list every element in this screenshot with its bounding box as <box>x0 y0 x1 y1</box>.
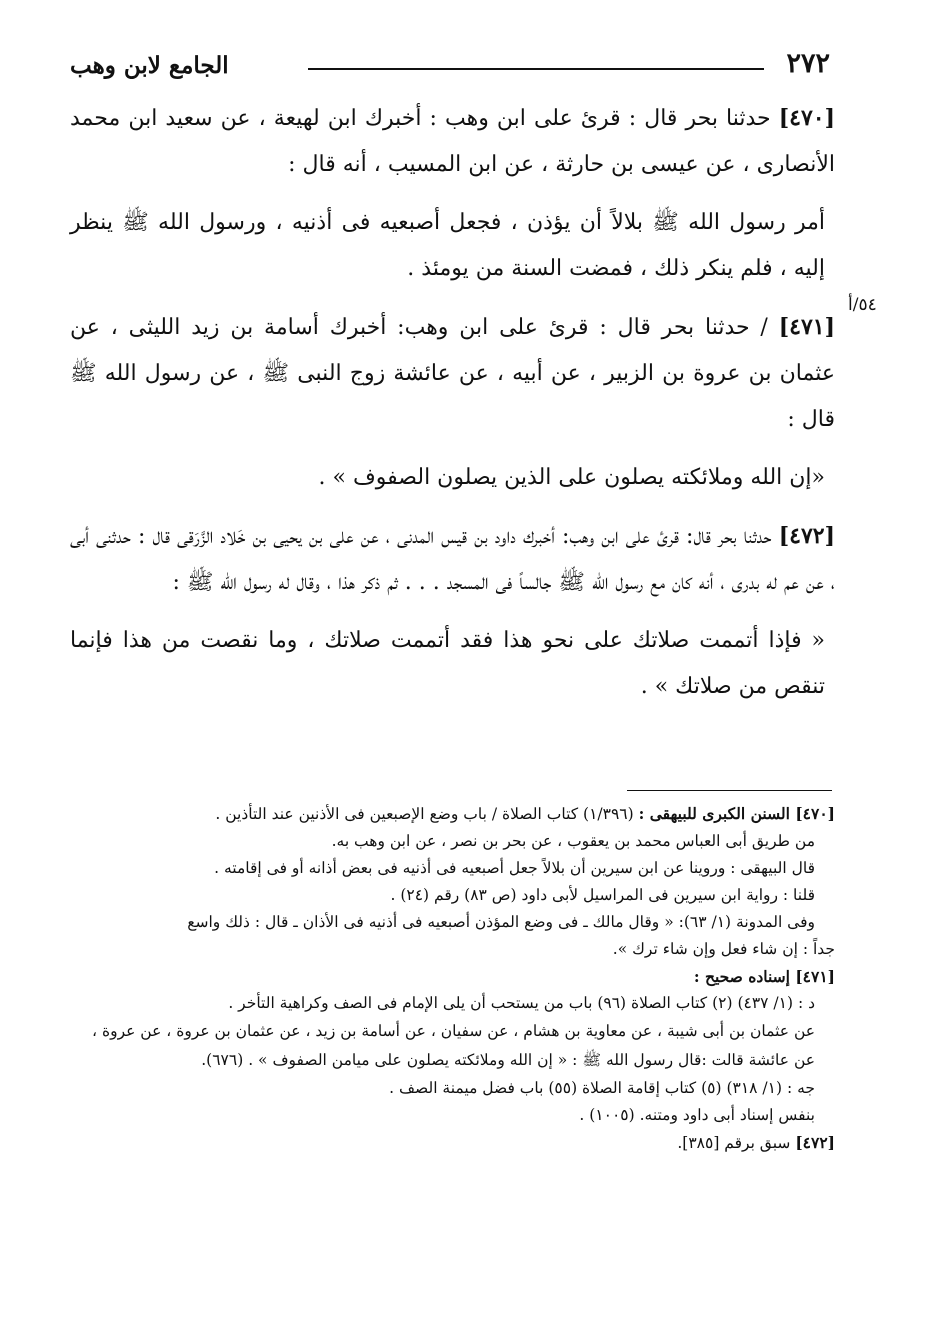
hadith-isnad: حدثنا بحر قال : قرئ على ابن وهب : أخبرك ابن لهيعة ، عن سعيد ابن محمد الأنصارى ، عن عيسى بن حارثة ، عن ابن المسيب ، أنه قال : <box>70 106 835 177</box>
hadith-isnad: حدثنا بحر قال: قرئ على ابن وهب: أخبرك داود بن قيس المدنى ، عن على بن يحيى بن خَلاد الزَّرَقى قال : حدثنى أبى ، عن عم له بدرى ، أنه كان مع رسول الله ﷺ جالساً فى المسجد . . . ثم ذكر هذا ، وقال له رسول الله ﷺ : <box>70 524 835 595</box>
running-title: الجامع لابن وهب <box>70 52 229 79</box>
hadith-number: [٤٧٢] <box>778 523 835 549</box>
hadith-470-matn: أمر رسول الله ﷺ بلالاً أن يؤذن ، فجعل أصبعيه فى أذنيه ، ورسول الله ﷺ ينظر إليه ، فلم ينكر ذلك ، فمضت السنة من يومئذ . <box>70 210 825 281</box>
footnote-text: (١/٣٩٦) كتاب الصلاة / باب وضع الإصبعين فى الأذنين عند التأذين . <box>215 805 639 823</box>
hadith-472-matn: « فإذا أتممت صلاتك على نحو هذا فقد أتممت صلاتك ، وما نقصت من هذا فإنما تنقص من صلاتك » . <box>70 628 825 699</box>
manuscript-folio-note: ٥٤/أ <box>848 295 877 315</box>
footnote-472 <box>70 1129 835 1157</box>
page-header <box>70 48 830 88</box>
footnote-line: عن عثمان بن أبى شيبة ، عن معاوية بن هشام ، عن سفيان ، عن أسامة بن زيد ، عن عثمان بن عروة ، عن عروة ، عن عائشة قالت :قال رسول الله ﷺ : « إن الله وملائكته يصلون على ميامن الصفوف » . (٦٧٦). <box>92 1022 815 1069</box>
footnote-line: قلنا : رواية ابن سيرين فى المراسيل لأبى داود (ص ٨٣) رقم (٢٤) . <box>390 886 815 904</box>
footnote-line: بنفس إسناد أبى داود ومتنه. (١٠٠٥) . <box>579 1106 815 1124</box>
footnote-470-head <box>70 800 835 828</box>
footnote-line: قال البيهقى : وروينا عن ابن سيرين أن بلالاً جعل أصبعيه فى أذنيه فى بعض أذانه أو فى إقامته . <box>214 859 815 877</box>
footnote-line: وفى المدونة (١/ ٦٣): « وقال مالك ـ فى وضع المؤذن أصبعيه فى أذنيه فى الأذان ـ قال : ذلك واسع <box>187 913 815 931</box>
footnote-text: سبق برقم [٣٨٥]. <box>677 1134 796 1152</box>
footnote-line: جه : (١/ ٣١٨) (٥) كتاب إقامة الصلاة (٥٥) باب فضل ميمنة الصف . <box>389 1079 815 1097</box>
hadith-471 <box>70 304 835 443</box>
hadith-number: [٤٧٠] <box>778 105 835 131</box>
hadith-number: [٤٧١] <box>778 314 835 340</box>
hadith-470 <box>70 95 835 188</box>
footnote-line: جداً : إن شاء فعل وإن شاء ترك ». <box>612 940 835 958</box>
header-rule <box>308 68 764 70</box>
hadith-isnad: / حدثنا بحر قال : قرئ على ابن وهب: أخبرك أسامة بن زيد الليثى ، عن عثمان بن عروة بن الزبير ، عن أبيه ، عن عائشة زوج النبى ﷺ ، عن رسول الله ﷺ قال : <box>70 315 835 432</box>
footnote-separator <box>627 790 832 791</box>
footnote-number: [٤٧٢] <box>795 1133 835 1152</box>
footnote-source: [٤٧٠] السنن الكبرى للبيهقى : <box>638 804 835 823</box>
main-text <box>70 95 835 722</box>
footnote-471-head: [٤٧١] إسناده صحيح : <box>693 967 835 986</box>
page-number: ٢٧٢ <box>786 48 830 79</box>
footnote-line: د : (١/ ٤٣٧) (٢) كتاب الصلاة (٩٦) باب من يستحب أن يلى الإمام فى الصف وكراهية التأخر . <box>228 994 815 1012</box>
hadith-471-matn: «إن الله وملائكته يصلون على الذين يصلون الصفوف » . <box>318 465 825 490</box>
hadith-472 <box>70 513 835 606</box>
footnote-line: من طريق أبى العباس محمد بن يعقوب ، عن بحر بن نصر ، عن ابن وهب به. <box>331 832 815 850</box>
footnotes <box>70 800 835 1157</box>
